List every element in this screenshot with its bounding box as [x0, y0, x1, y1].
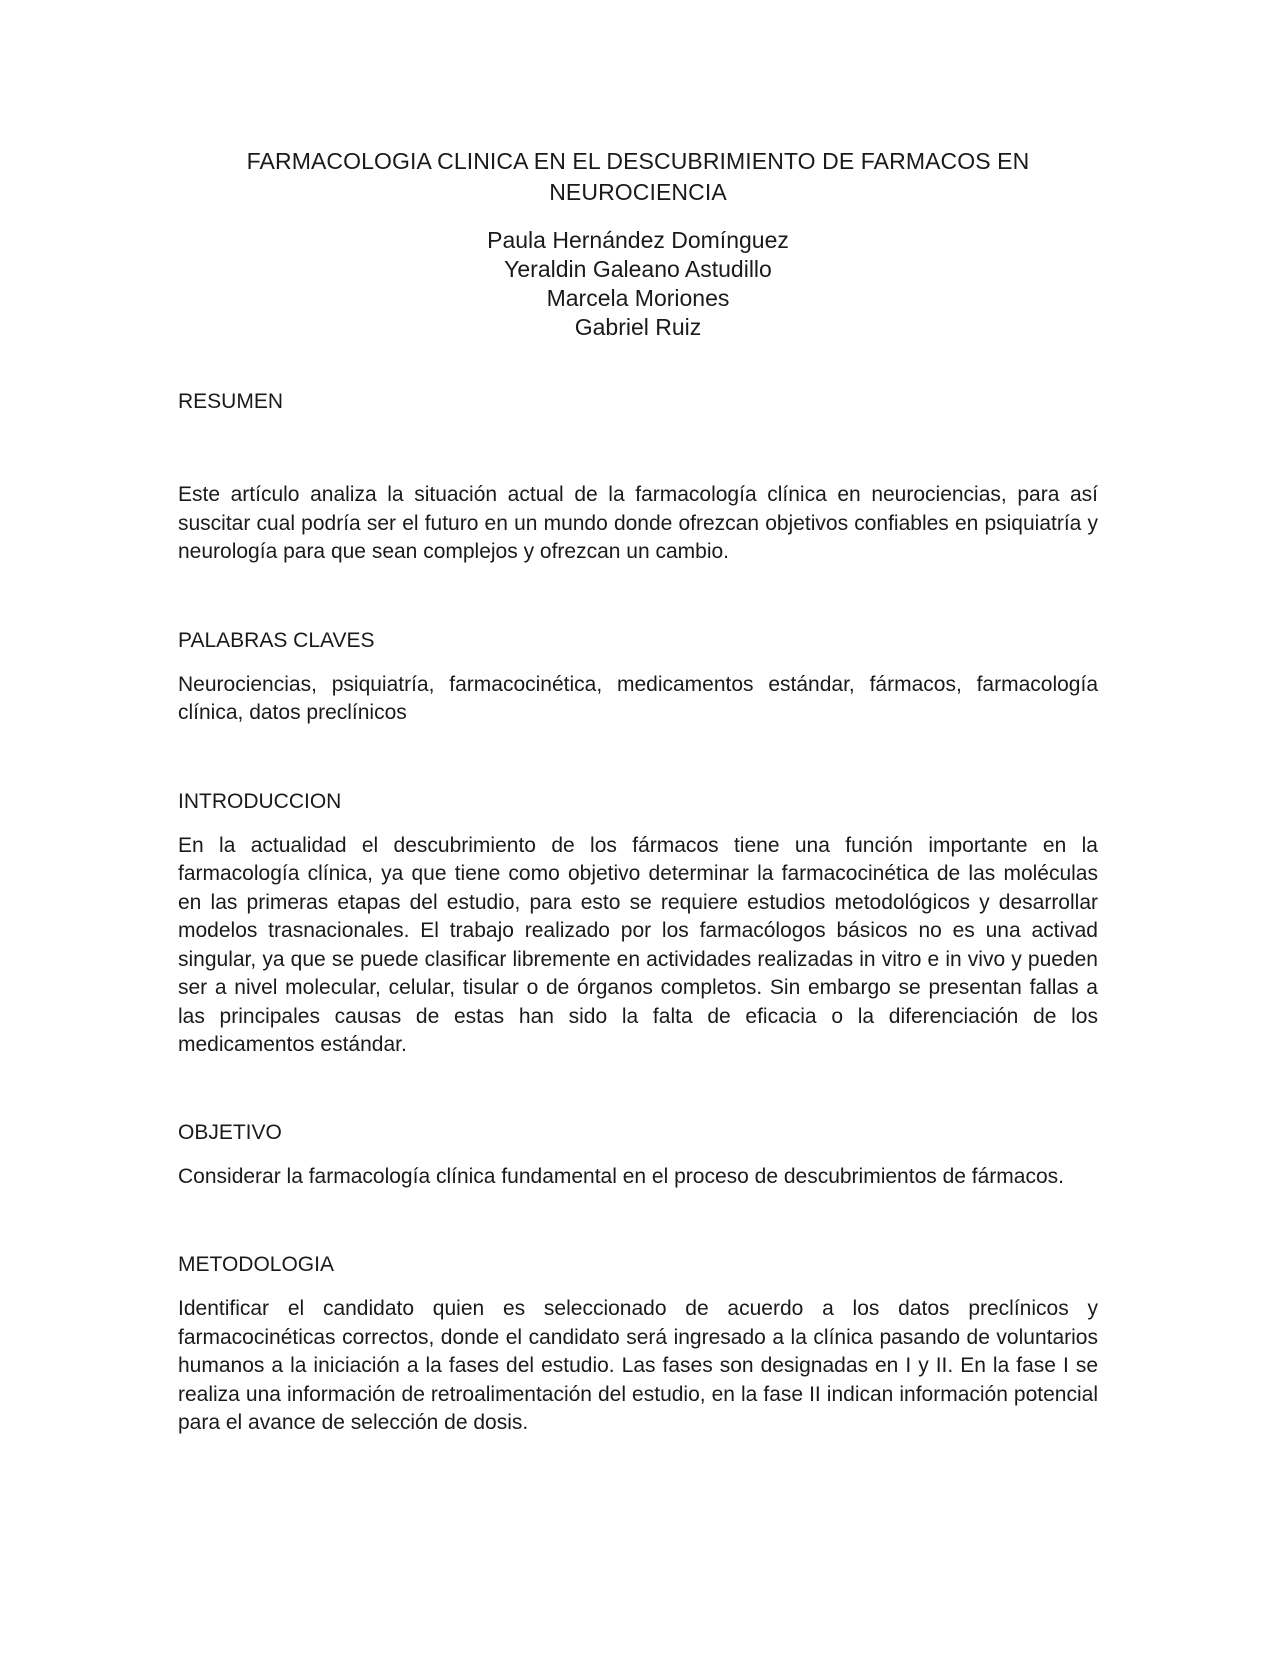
resumen-paragraph: Este artículo analiza la situación actual de la farmacología clínica en neurociencias, para así suscitar cual podría ser el futuro en un mundo donde ofrezcan objetivos confiables en psiquiatría y neurología para que sean complejos y ofrezcan un cambio.	[178, 483, 1098, 563]
author-name: Gabriel Ruiz	[574, 314, 702, 340]
metodologia-heading: METODOLOGIA	[178, 1253, 334, 1276]
introduccion-paragraph: En la actualidad el descubrimiento de los fármacos tiene una función importante en la farmacología clínica, ya que tiene como objetivo determinar la farmacocinética de las moléculas en las primeras etapas del estudio, para esto se requiere estudios metodológicos y desarrollar modelos trasnacionales. El trabajo realizado por los farmacólogos básicos no es una activad singular, ya que se puede clasificar libremente en actividades realizadas in vitro e in vivo y pueden ser a nivel molecular, celular, tisular o de órganos completos. Sin embargo se presentan fallas a las principales causas de estas han sido la falta de eficacia o la diferenciación de los medicamentos estándar.	[178, 833, 1098, 1056]
objetivo-paragraph: Considerar la farmacología clínica fundamental en el proceso de descubrimientos de fármacos.	[178, 1164, 1064, 1188]
objetivo-heading: OBJETIVO	[178, 1120, 282, 1144]
document-page	[178, 146, 1098, 1438]
author-name: Yeraldin Galeano Astudillo	[504, 256, 772, 282]
palabras-claves-paragraph: Neurociencias, psiquiatría, farmacocinética, medicamentos estándar, fármacos, farmacología clínica, datos preclínicos	[178, 672, 1098, 724]
author-name: Marcela Moriones	[546, 285, 730, 311]
author-list	[178, 226, 1098, 342]
introduccion-heading: INTRODUCCION	[178, 789, 342, 813]
document-title: FARMACOLOGIA CLINICA EN EL DESCUBRIMIENTO DE FARMACOS EN NEUROCIENCIA	[246, 148, 1030, 205]
resumen-heading: RESUMEN	[178, 390, 284, 413]
metodologia-paragraph: Identificar el candidato quien es seleccionado de acuerdo a los datos preclínicos y farmacocinéticas correctos, donde el candidato será ingresado a la clínica pasando de voluntarios humanos a la iniciación a la fases del estudio. Las fases son designadas en I y II. En la fase I se realiza una información de retroalimentación del estudio, en la fase II indican información potencial para el avance de selección de dosis.	[178, 1297, 1098, 1434]
author-name: Paula Hernández Domínguez	[487, 227, 789, 253]
palabras-claves-heading: PALABRAS CLAVES	[178, 628, 375, 652]
